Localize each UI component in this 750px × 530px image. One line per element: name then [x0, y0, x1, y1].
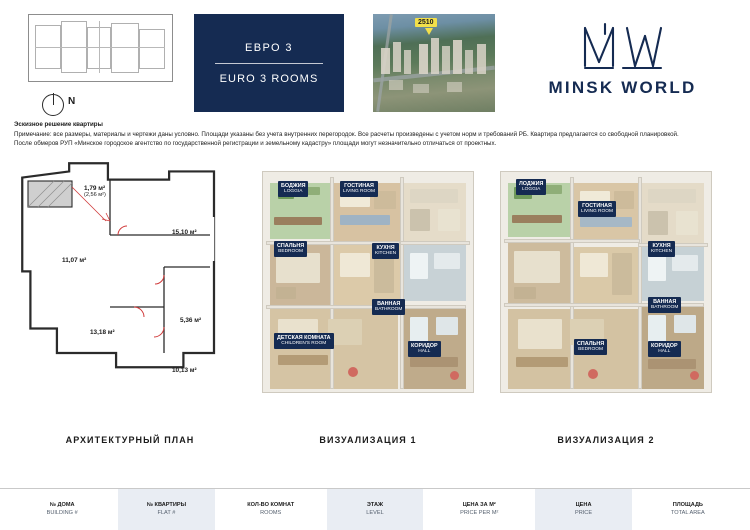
architectural-plan-drawing [14, 157, 246, 407]
footer-cell-price-per-m2: ЦЕНА ЗА М² PRICE PER M² [460, 501, 499, 516]
euro-title-block [179, 10, 359, 112]
room-label-kitchen-2: КУХНЯ KITCHEN [648, 241, 675, 257]
specs-footer [0, 488, 750, 530]
building-floor-key-plan-icon [28, 14, 173, 82]
key-plan-block [14, 10, 179, 107]
mw-monogram-icon [575, 22, 671, 74]
area-label-living: 15,10 м² [172, 228, 197, 236]
room-label-hall-2: КОРИДОР HALL [648, 341, 681, 357]
euro-title-divider [215, 63, 323, 64]
room-label-kitchen-1: КУХНЯ KITCHEN [372, 243, 399, 259]
room-label-living-1: ГОСТИНАЯ LIVING ROOM [340, 181, 378, 197]
room-label-bathroom-2: ВАННАЯ BATHROOM [648, 297, 681, 313]
disclaimer-title: Эскизное решение квартиры [14, 121, 103, 128]
room-label-children-1: ДЕТСКАЯ КОМНАТА CHILDREN'S ROOM [274, 333, 334, 349]
area-label-bedroom: 13,18 м² [90, 328, 115, 336]
area-label-hall: 11,07 м² [62, 256, 87, 264]
footer-cell-level[interactable]: ЭТАЖ LEVEL [327, 489, 423, 530]
captions-row [0, 429, 750, 445]
footer-cell-rooms: КОЛ-ВО КОМНАТ ROOMS [247, 501, 295, 516]
architectural-plan-panel [14, 157, 246, 429]
room-label-hall-1: КОРИДОР HALL [408, 341, 441, 357]
caption-architectural-plan: АРХИТЕКТУРНЫЙ ПЛАН [65, 434, 195, 445]
footer-cell-building: № ДОМА BUILDING # [46, 501, 78, 516]
area-label-bath: 5,36 м² [180, 316, 202, 324]
visualization-1-panel [252, 157, 484, 429]
disclaimer-block [0, 118, 750, 149]
brand-logo-block [509, 10, 736, 98]
footer-cell-total-area: ПЛОЩАДЬ TOTAL AREA [670, 501, 705, 516]
euro-title-ru: ЕВРО 3 [245, 41, 293, 54]
map-pin-icon [425, 28, 433, 35]
aerial-photo-block [359, 10, 509, 112]
room-label-loggia-1: БОДЖИЯ LOGGIA [278, 181, 308, 197]
caption-visualization-1: ВИЗУАЛИЗАЦИЯ 1 [319, 434, 417, 445]
caption-visualization-2: ВИЗУАЛИЗАЦИЯ 2 [557, 434, 655, 445]
aerial-photo-image [373, 14, 495, 112]
room-label-bedroom-2: СПАЛЬНЯ BEDROOM [574, 339, 607, 355]
room-label-bathroom-1: ВАННАЯ BATHROOM [372, 299, 405, 315]
brand-name: MINSK WORLD [548, 78, 697, 97]
aerial-badge: 2510 [415, 18, 437, 27]
area-label-loggia: 1,79 м² (2,56 м²) [84, 184, 106, 198]
footer-cell-price[interactable]: ЦЕНА PRICE [535, 489, 631, 530]
room-label-loggia-2: ЛОДЖИЯ LOGGIA [516, 179, 546, 195]
room-label-bedroom-1: СПАЛЬНЯ BEDROOM [274, 241, 307, 257]
room-label-living-2: ГОСТИНАЯ LIVING ROOM [578, 201, 616, 217]
compass-icon [42, 94, 64, 116]
footer-cell-flat[interactable]: № КВАРТИРЫ FLAT # [118, 489, 214, 530]
page-header [0, 0, 750, 118]
visualization-2-panel [490, 157, 722, 429]
euro-title-en: EURO 3 ROOMS [219, 72, 319, 85]
visualization-2-image [490, 157, 722, 407]
area-label-children: 10,13 м² [172, 366, 197, 374]
plans-row [0, 149, 750, 429]
disclaimer-line-2: После обмеров РУП «Минское городское агентство по государственной регистрации и земельному кадастру» площади могут незначительно отличаться от проектных. [14, 140, 497, 148]
compass-north-label: N [68, 96, 76, 107]
visualization-1-image [252, 157, 484, 407]
disclaimer-line-1: Примечание: все размеры, материалы и чертежи даны условно. Площади указаны без учета внутренних перегородок. Все расчеты произведены с учетом норм и требований РБ. Квартира предлагается со свободной планировкой. [14, 130, 679, 138]
